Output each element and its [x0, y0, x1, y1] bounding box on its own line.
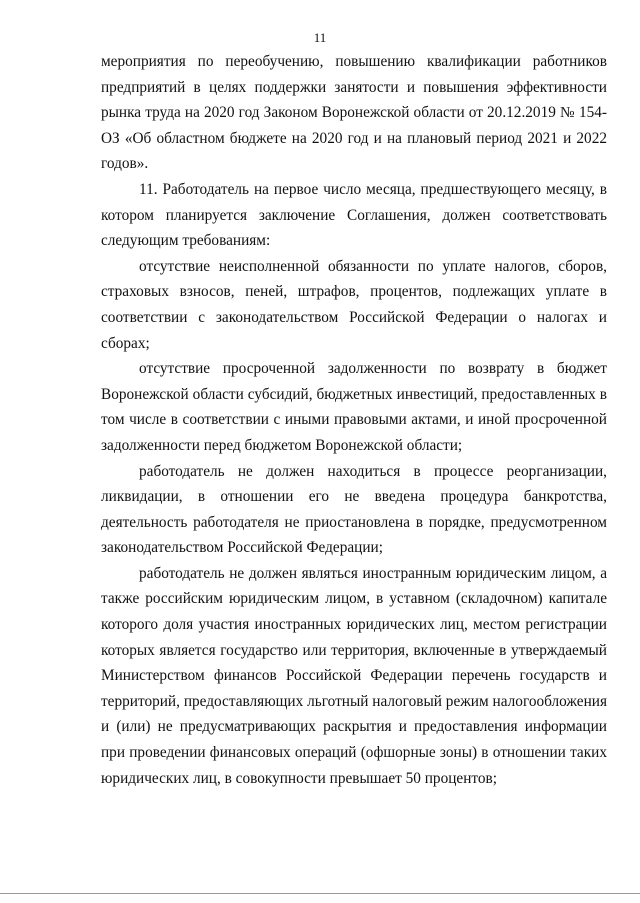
- paragraph-requirement-taxes: отсутствие неисполненной обязанности по уплате налогов, сборов, страховых взносов, пеней, штрафов, процентов, подлежащих уплате в соответствии с законодательством Российской Федерации о налогах и сборах;: [101, 257, 607, 352]
- paragraph-item-11: 11. Работодатель на первое число месяца, предшествующего месяцу, в котором планируется заключение Соглашения, должен соответствовать следующим требованиям:: [101, 180, 607, 250]
- paragraph-requirement-budget-debt: отсутствие просроченной задолженности по возврату в бюджет Воронежской области субсидий, бюджетных инвестиций, предоставленных в том числе в соответствии с иными правовыми актами, и иной просроченной задолженности перед бюджетом Воронежской области;: [101, 360, 607, 454]
- page-number: 11: [313, 30, 327, 45]
- document-body: [101, 49, 607, 791]
- paragraph-requirement-reorganization: работодатель не должен находиться в процессе реорганизации, ликвидации, в отношении его не введена процедура банкротства, деятельность работодателя не приостановлена в порядке, предусмотренном законодательством Российской Федерации;: [101, 462, 607, 557]
- page-bottom-divider: [0, 893, 640, 894]
- paragraph-continuation: мероприятия по переобучению, повышению квалификации работников предприятий в целях поддержки занятости и повышения эффективности рынка труда на 2020 год Законом Воронежской области от 20.12.2019 № 154-ОЗ «Об областном бюджете на 2020 год и на плановый период 2021 и 2022 годов».: [101, 53, 607, 173]
- paragraph-requirement-foreign-entity: работодатель не должен являться иностранным юридическим лицом, а также российским юридическим лицом, в уставном (складочном) капитале которого доля участия иностранных юридических лиц, местом регистрации которых является государство или территория, включенные в утверждаемый Министерством финансов Российской Федерации перечень государств и территорий, предоставляющих льготный налоговый режим налогообложения и (или) не предусматривающих раскрытия и предоставления информации при проведении финансовых операций (офшорные зоны) в отношении таких юридических лиц, в совокупности превышает 50 процентов;: [101, 564, 607, 787]
